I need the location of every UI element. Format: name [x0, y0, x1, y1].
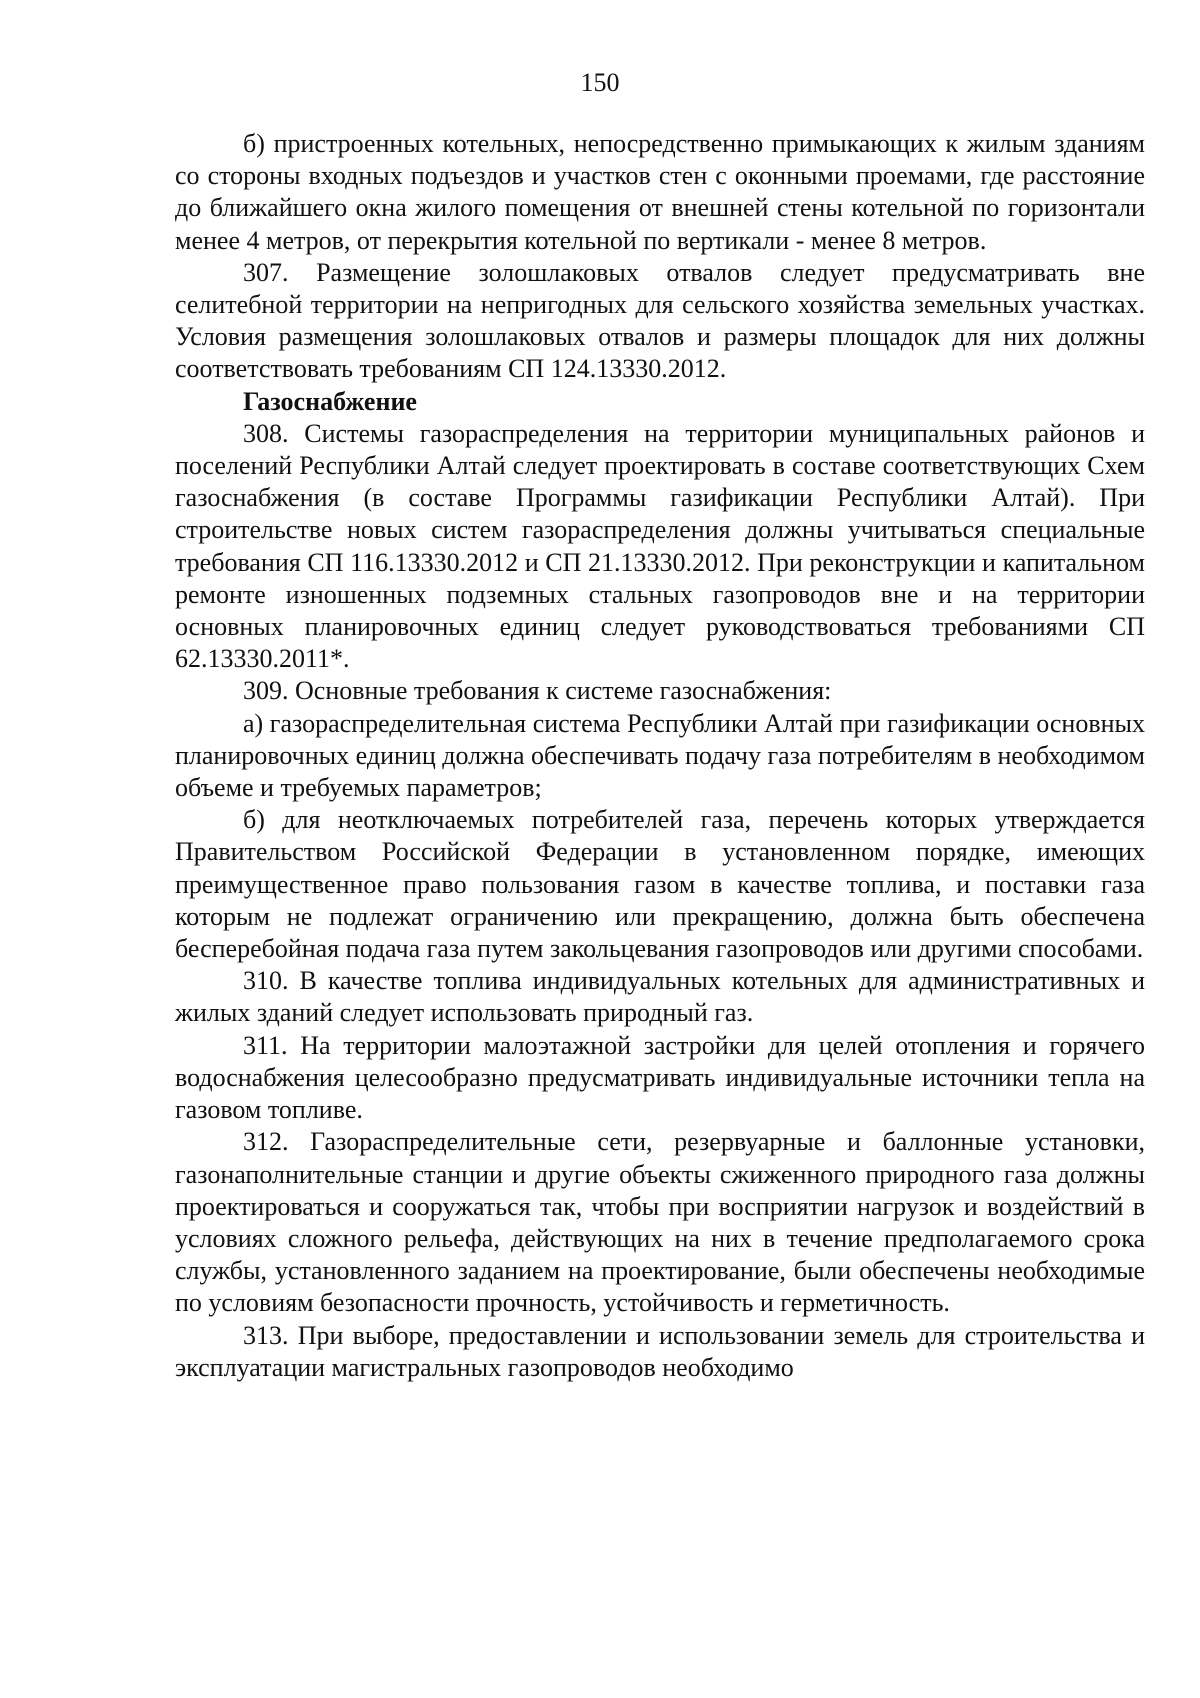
paragraph-309: 309. Основные требования к системе газоснабжения: [243, 676, 832, 706]
paragraph-boiler-rooms: б) пристроенных котельных, непосредственно примыкающих к жилым зданиям со стороны входных подъездов и участков стен с оконными проемами, где расстояние до ближайшего окна жилого помещения от внешней стены котельной по горизонтали менее 4 метров, от перекрытия котельной по вертикали - менее 8 метров. [175, 129, 1145, 255]
paragraph-311: 311. На территории малоэтажной застройки для целей отопления и горячего водоснабжения целесообразно предусматривать индивидуальные источники тепла на газовом топливе. [175, 1030, 1145, 1125]
section-heading-gas-supply: Газоснабжение [243, 386, 417, 416]
paragraph-307: 307. Размещение золошлаковых отвалов следует предусматривать вне селитебной территории на непригодных для сельского хозяйства земельных участках. Условия размещения золошлаковых отвалов и размеры площадок для них должны соответствовать требованиям СП 124.13330.2012. [175, 257, 1145, 384]
paragraph-312: 312. Газораспределительные сети, резервуарные и баллонные установки, газонаполнительные станции и другие объекты сжиженного природного газа должны проектироваться и сооружаться так, чтобы при восприятии нагрузок и воздействий в условиях сложного рельефа, действующих на них в течение предполагаемого срока службы, установленного заданием на проектирование, были обеспечены необходимые по условиям безопасности прочность, устойчивость и герметичность. [175, 1127, 1145, 1318]
paragraph-313: 313. При выборе, предоставлении и использовании земель для строительства и эксплуатации магистральных газопроводов необходимо [175, 1320, 1145, 1382]
page-number: 150 [580, 68, 620, 97]
document-body [175, 128, 1145, 1384]
paragraph-309-a: а) газораспределительная система Республики Алтай при газификации основных планировочных единиц должна обеспечивать подачу газа потребителям в необходимом объеме и требуемых параметров; [175, 708, 1145, 803]
paragraph-308: 308. Системы газораспределения на территории муниципальных районов и поселений Республики Алтай следует проектировать в составе соответствующих Схем газоснабжения (в составе Программы газификации Республики Алтай). При строительстве новых систем газораспределения должны учитываться специальные требования СП 116.13330.2012 и СП 21.13330.2012. При реконструкции и капитальном ремонте изношенных подземных стальных газопроводов вне и на территории основных планировочных единиц следует руководствоваться требованиями СП 62.13330.2011*. [175, 418, 1145, 674]
paragraph-310: 310. В качестве топлива индивидуальных котельных для административных и жилых зданий следует использовать природный газ. [175, 966, 1145, 1028]
paragraph-309-b: б) для неотключаемых потребителей газа, перечень которых утверждается Правительством Российской Федерации в установленном порядке, имеющих преимущественное право пользования газом в качестве топлива, и поставки газа которым не подлежат ограничению или прекращению, должна быть обеспечена бесперебойная подача газа путем закольцевания газопроводов или другими способами. [175, 805, 1145, 964]
